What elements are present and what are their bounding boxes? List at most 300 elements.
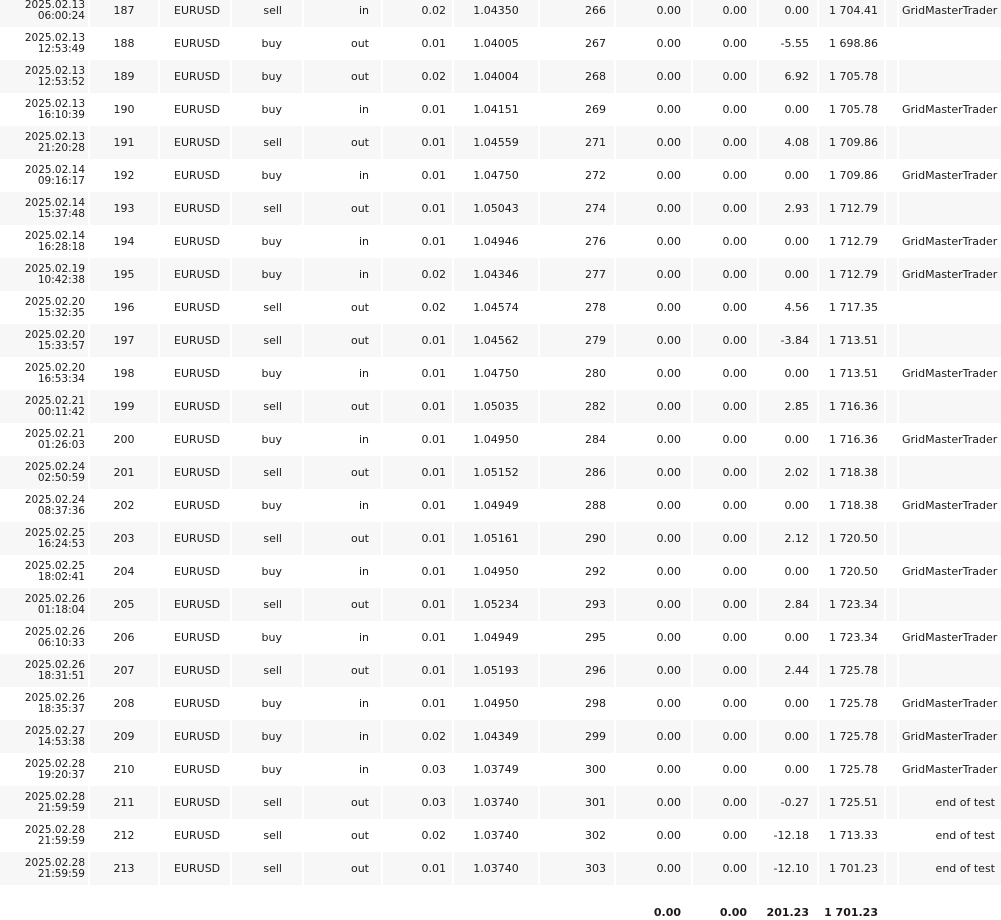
- deal-number: 188: [89, 27, 159, 60]
- deal-time: [0, 93, 89, 126]
- deal-order: 292: [539, 555, 615, 588]
- deal-direction: in: [303, 423, 382, 456]
- deal-commission: 0.00: [615, 522, 692, 555]
- deal-balance: 1 720.50: [818, 555, 885, 588]
- spacer-cell: [885, 324, 898, 357]
- deal-profit: 0.00: [758, 423, 818, 456]
- deal-type: sell: [231, 456, 303, 489]
- deal-symbol: EURUSD: [159, 192, 231, 225]
- deal-comment: GridMasterTrader: [898, 159, 1001, 192]
- spacer-cell: [885, 522, 898, 555]
- deal-number: 213: [89, 852, 159, 885]
- deal-commission: 0.00: [615, 621, 692, 654]
- deal-balance: 1 713.51: [818, 357, 885, 390]
- deal-swap: 0.00: [692, 852, 758, 885]
- deal-volume: 0.03: [382, 786, 453, 819]
- table-row: [0, 291, 1001, 324]
- spacer-cell: [885, 390, 898, 423]
- deal-comment: GridMasterTrader: [898, 720, 1001, 753]
- deal-price: 1.04949: [453, 621, 539, 654]
- deal-time: [0, 60, 89, 93]
- deal-direction: in: [303, 0, 382, 27]
- deal-order: 278: [539, 291, 615, 324]
- deal-type: sell: [231, 522, 303, 555]
- deal-balance: 1 716.36: [818, 423, 885, 456]
- deal-type: buy: [231, 555, 303, 588]
- deal-clock: 16:28:18: [37, 240, 85, 253]
- spacer-cell: [885, 687, 898, 720]
- deal-profit: 0.00: [758, 0, 818, 27]
- deal-direction: out: [303, 324, 382, 357]
- deal-number: 192: [89, 159, 159, 192]
- spacer-cell: [885, 0, 898, 27]
- spacer-cell: [885, 423, 898, 456]
- spacer-cell: [885, 753, 898, 786]
- table-row: [0, 687, 1001, 720]
- deal-clock: 18:02:41: [37, 570, 85, 583]
- deal-volume: 0.01: [382, 423, 453, 456]
- deal-order: 293: [539, 588, 615, 621]
- deal-volume: 0.01: [382, 159, 453, 192]
- deal-commission: 0.00: [615, 324, 692, 357]
- deal-direction: out: [303, 390, 382, 423]
- deal-direction: out: [303, 27, 382, 60]
- table-row: [0, 390, 1001, 423]
- deal-balance: 1 713.51: [818, 324, 885, 357]
- deal-symbol: EURUSD: [159, 423, 231, 456]
- table-row: [0, 258, 1001, 291]
- deal-symbol: EURUSD: [159, 93, 231, 126]
- deal-price: 1.04949: [453, 489, 539, 522]
- deal-order: 298: [539, 687, 615, 720]
- deal-clock: 15:37:48: [37, 207, 85, 220]
- deal-price: 1.04346: [453, 258, 539, 291]
- deal-comment: GridMasterTrader: [898, 258, 1001, 291]
- deal-price: 1.04750: [453, 159, 539, 192]
- deal-comment: [898, 456, 1001, 489]
- deal-time: [0, 27, 89, 60]
- deal-commission: 0.00: [615, 60, 692, 93]
- deal-volume: 0.01: [382, 27, 453, 60]
- table-row: [0, 852, 1001, 885]
- table-row: [0, 225, 1001, 258]
- deal-type: buy: [231, 93, 303, 126]
- deal-price: 1.04004: [453, 60, 539, 93]
- deal-volume: 0.01: [382, 852, 453, 885]
- deal-commission: 0.00: [615, 687, 692, 720]
- deal-time: [0, 489, 89, 522]
- deal-profit: -5.55: [758, 27, 818, 60]
- deal-comment: end of test: [898, 819, 1001, 852]
- deal-swap: 0.00: [692, 0, 758, 27]
- deal-profit: -3.84: [758, 324, 818, 357]
- deal-comment: [898, 27, 1001, 60]
- deal-type: buy: [231, 258, 303, 291]
- deal-balance: 1 725.78: [818, 753, 885, 786]
- table-row: [0, 93, 1001, 126]
- deal-type: buy: [231, 60, 303, 93]
- deal-balance: 1 709.86: [818, 126, 885, 159]
- deal-order: 284: [539, 423, 615, 456]
- deal-comment: [898, 522, 1001, 555]
- spacer-cell: [885, 555, 898, 588]
- table-row: [0, 588, 1001, 621]
- deal-commission: 0.00: [615, 258, 692, 291]
- deal-time: [0, 423, 89, 456]
- deal-time: [0, 126, 89, 159]
- deal-swap: 0.00: [692, 720, 758, 753]
- deal-commission: 0.00: [615, 588, 692, 621]
- deal-clock: 21:20:28: [37, 141, 85, 154]
- deal-number: 187: [89, 0, 159, 27]
- deal-clock: 12:53:49: [37, 42, 85, 55]
- deal-date: 2025.02.20: [24, 328, 85, 341]
- deal-balance: 1 705.78: [818, 93, 885, 126]
- deal-price: 1.05043: [453, 192, 539, 225]
- empty-cell: [382, 885, 453, 920]
- deal-date: 2025.02.26: [24, 658, 85, 671]
- table-row: [0, 489, 1001, 522]
- deal-price: 1.04151: [453, 93, 539, 126]
- deal-profit: -12.18: [758, 819, 818, 852]
- deal-date: 2025.02.28: [24, 790, 85, 803]
- deal-volume: 0.01: [382, 390, 453, 423]
- deal-profit: 0.00: [758, 687, 818, 720]
- deal-clock: 16:24:53: [37, 537, 85, 550]
- spacer-cell: [885, 786, 898, 819]
- deal-order: 266: [539, 0, 615, 27]
- deal-number: 203: [89, 522, 159, 555]
- deal-profit: 2.85: [758, 390, 818, 423]
- table-row: [0, 753, 1001, 786]
- deal-time: [0, 654, 89, 687]
- deal-number: 194: [89, 225, 159, 258]
- deal-direction: in: [303, 357, 382, 390]
- deal-swap: 0.00: [692, 654, 758, 687]
- deal-direction: in: [303, 159, 382, 192]
- deal-symbol: EURUSD: [159, 357, 231, 390]
- deal-balance: 1 713.33: [818, 819, 885, 852]
- deal-direction: out: [303, 852, 382, 885]
- deal-swap: 0.00: [692, 27, 758, 60]
- empty-cell: [231, 885, 303, 920]
- deal-swap: 0.00: [692, 753, 758, 786]
- deal-volume: 0.01: [382, 126, 453, 159]
- deal-type: buy: [231, 687, 303, 720]
- deal-profit: 0.00: [758, 753, 818, 786]
- deal-direction: in: [303, 93, 382, 126]
- deal-direction: out: [303, 192, 382, 225]
- deal-direction: in: [303, 555, 382, 588]
- deal-volume: 0.01: [382, 687, 453, 720]
- deal-direction: out: [303, 588, 382, 621]
- deal-time: [0, 819, 89, 852]
- deal-profit: 0.00: [758, 159, 818, 192]
- deal-price: 1.05193: [453, 654, 539, 687]
- deal-time: [0, 159, 89, 192]
- empty-cell: [159, 885, 231, 920]
- deal-time: [0, 456, 89, 489]
- deal-order: 280: [539, 357, 615, 390]
- deal-swap: 0.00: [692, 126, 758, 159]
- deal-comment: end of test: [898, 786, 1001, 819]
- deal-comment: [898, 192, 1001, 225]
- table-row: [0, 522, 1001, 555]
- deal-volume: 0.01: [382, 357, 453, 390]
- empty-cell: [303, 885, 382, 920]
- table-row: [0, 324, 1001, 357]
- deal-type: buy: [231, 621, 303, 654]
- deal-swap: 0.00: [692, 687, 758, 720]
- deal-order: 288: [539, 489, 615, 522]
- deal-swap: 0.00: [692, 390, 758, 423]
- deal-swap: 0.00: [692, 324, 758, 357]
- table-row: [0, 621, 1001, 654]
- deal-number: 196: [89, 291, 159, 324]
- deal-balance: 1 716.36: [818, 390, 885, 423]
- deal-number: 201: [89, 456, 159, 489]
- deal-price: 1.04574: [453, 291, 539, 324]
- spacer-cell: [885, 852, 898, 885]
- deal-price: 1.04750: [453, 357, 539, 390]
- deal-volume: 0.01: [382, 324, 453, 357]
- total-profit: 201.23: [758, 885, 818, 920]
- deal-commission: 0.00: [615, 423, 692, 456]
- deal-number: 199: [89, 390, 159, 423]
- deal-time: [0, 786, 89, 819]
- deal-commission: 0.00: [615, 786, 692, 819]
- deal-swap: 0.00: [692, 489, 758, 522]
- deal-symbol: EURUSD: [159, 786, 231, 819]
- deal-date: 2025.02.19: [24, 262, 85, 275]
- deal-commission: 0.00: [615, 753, 692, 786]
- deal-volume: 0.02: [382, 720, 453, 753]
- deal-type: sell: [231, 192, 303, 225]
- deal-profit: 0.00: [758, 555, 818, 588]
- deal-time: [0, 258, 89, 291]
- deal-comment: [898, 390, 1001, 423]
- deal-date: 2025.02.25: [24, 526, 85, 539]
- deal-order: 301: [539, 786, 615, 819]
- deal-balance: 1 723.34: [818, 588, 885, 621]
- deal-number: 206: [89, 621, 159, 654]
- deal-clock: 09:16:17: [37, 174, 85, 187]
- deal-swap: 0.00: [692, 786, 758, 819]
- deal-number: 212: [89, 819, 159, 852]
- deal-direction: out: [303, 456, 382, 489]
- deal-price: 1.03740: [453, 852, 539, 885]
- spacer-cell: [885, 720, 898, 753]
- deal-balance: 1 725.51: [818, 786, 885, 819]
- deal-balance: 1 723.34: [818, 621, 885, 654]
- spacer-cell: [885, 27, 898, 60]
- deal-order: 295: [539, 621, 615, 654]
- spacer-cell: [885, 225, 898, 258]
- deal-comment: GridMasterTrader: [898, 621, 1001, 654]
- deal-type: sell: [231, 0, 303, 27]
- deal-symbol: EURUSD: [159, 0, 231, 27]
- deal-comment: [898, 291, 1001, 324]
- deal-price: 1.04350: [453, 0, 539, 27]
- deal-volume: 0.02: [382, 60, 453, 93]
- deal-direction: in: [303, 753, 382, 786]
- deal-clock: 21:59:59: [37, 834, 85, 847]
- deal-balance: 1 705.78: [818, 60, 885, 93]
- table-row: [0, 456, 1001, 489]
- deal-type: sell: [231, 786, 303, 819]
- deal-symbol: EURUSD: [159, 753, 231, 786]
- deal-symbol: EURUSD: [159, 555, 231, 588]
- deal-time: [0, 522, 89, 555]
- deal-order: 268: [539, 60, 615, 93]
- deal-balance: 1 725.78: [818, 654, 885, 687]
- deal-swap: 0.00: [692, 225, 758, 258]
- deal-order: 286: [539, 456, 615, 489]
- deal-type: sell: [231, 819, 303, 852]
- spacer-cell: [885, 60, 898, 93]
- deal-type: sell: [231, 126, 303, 159]
- deal-type: sell: [231, 324, 303, 357]
- deal-time: [0, 687, 89, 720]
- deal-clock: 14:53:38: [37, 735, 85, 748]
- deal-balance: 1 725.78: [818, 687, 885, 720]
- deal-commission: 0.00: [615, 27, 692, 60]
- deal-direction: in: [303, 489, 382, 522]
- deal-date: 2025.02.26: [24, 592, 85, 605]
- deal-price: 1.04005: [453, 27, 539, 60]
- deal-number: 191: [89, 126, 159, 159]
- deal-symbol: EURUSD: [159, 852, 231, 885]
- deal-type: buy: [231, 753, 303, 786]
- deal-swap: 0.00: [692, 621, 758, 654]
- deal-order: 302: [539, 819, 615, 852]
- deal-profit: 0.00: [758, 93, 818, 126]
- deal-direction: out: [303, 126, 382, 159]
- deal-volume: 0.02: [382, 258, 453, 291]
- deal-order: 272: [539, 159, 615, 192]
- deal-clock: 02:50:59: [37, 471, 85, 484]
- deal-date: 2025.02.24: [24, 460, 85, 473]
- table-row: [0, 720, 1001, 753]
- deal-comment: end of test: [898, 852, 1001, 885]
- deal-comment: GridMasterTrader: [898, 555, 1001, 588]
- deal-number: 195: [89, 258, 159, 291]
- deal-volume: 0.02: [382, 0, 453, 27]
- deal-symbol: EURUSD: [159, 522, 231, 555]
- deal-type: buy: [231, 27, 303, 60]
- deal-balance: 1 712.79: [818, 192, 885, 225]
- deal-date: 2025.02.14: [24, 196, 85, 209]
- deal-symbol: EURUSD: [159, 225, 231, 258]
- deal-time: [0, 852, 89, 885]
- deal-balance: 1 720.50: [818, 522, 885, 555]
- deal-time: [0, 0, 89, 27]
- deal-date: 2025.02.13: [24, 31, 85, 44]
- deal-profit: -12.10: [758, 852, 818, 885]
- deal-balance: 1 725.78: [818, 720, 885, 753]
- deal-time: [0, 324, 89, 357]
- deal-commission: 0.00: [615, 225, 692, 258]
- deal-type: sell: [231, 654, 303, 687]
- deal-commission: 0.00: [615, 456, 692, 489]
- deal-profit: 2.12: [758, 522, 818, 555]
- deal-clock: 16:10:39: [37, 108, 85, 121]
- deal-profit: 0.00: [758, 357, 818, 390]
- deal-volume: 0.01: [382, 456, 453, 489]
- deal-comment: [898, 654, 1001, 687]
- deal-date: 2025.02.20: [24, 361, 85, 374]
- deal-symbol: EURUSD: [159, 621, 231, 654]
- total-commission: 0.00: [615, 885, 692, 920]
- deal-commission: 0.00: [615, 555, 692, 588]
- deal-comment: [898, 324, 1001, 357]
- deal-swap: 0.00: [692, 159, 758, 192]
- deal-price: 1.04562: [453, 324, 539, 357]
- deal-number: 210: [89, 753, 159, 786]
- deal-balance: 1 718.38: [818, 489, 885, 522]
- deal-symbol: EURUSD: [159, 291, 231, 324]
- deal-direction: in: [303, 720, 382, 753]
- total-balance: 1 701.23: [818, 885, 885, 920]
- deal-comment: [898, 588, 1001, 621]
- spacer-cell: [885, 126, 898, 159]
- deal-price: 1.05152: [453, 456, 539, 489]
- deal-time: [0, 192, 89, 225]
- deal-volume: 0.01: [382, 621, 453, 654]
- table-row: [0, 0, 1001, 27]
- deal-commission: 0.00: [615, 852, 692, 885]
- deal-date: 2025.02.26: [24, 625, 85, 638]
- deal-date: 2025.02.21: [24, 394, 85, 407]
- deal-price: 1.03749: [453, 753, 539, 786]
- deal-profit: 4.56: [758, 291, 818, 324]
- deal-comment: GridMasterTrader: [898, 687, 1001, 720]
- table-row: [0, 786, 1001, 819]
- deal-symbol: EURUSD: [159, 60, 231, 93]
- empty-cell: [453, 885, 539, 920]
- deal-commission: 0.00: [615, 0, 692, 27]
- deal-commission: 0.00: [615, 357, 692, 390]
- deal-order: 269: [539, 93, 615, 126]
- deal-price: 1.04950: [453, 687, 539, 720]
- deal-clock: 18:31:51: [37, 669, 85, 682]
- deal-price: 1.04946: [453, 225, 539, 258]
- deal-clock: 06:00:24: [37, 9, 85, 22]
- deal-order: 299: [539, 720, 615, 753]
- totals-row: [0, 885, 1001, 920]
- deal-swap: 0.00: [692, 588, 758, 621]
- table-row: [0, 555, 1001, 588]
- deal-swap: 0.00: [692, 192, 758, 225]
- deal-clock: 06:10:33: [37, 636, 85, 649]
- deal-symbol: EURUSD: [159, 390, 231, 423]
- deal-volume: 0.02: [382, 819, 453, 852]
- table-row: [0, 60, 1001, 93]
- deal-direction: out: [303, 522, 382, 555]
- deal-volume: 0.01: [382, 654, 453, 687]
- deal-balance: 1 718.38: [818, 456, 885, 489]
- deal-comment: GridMasterTrader: [898, 753, 1001, 786]
- deal-swap: 0.00: [692, 555, 758, 588]
- deal-direction: out: [303, 60, 382, 93]
- deal-symbol: EURUSD: [159, 27, 231, 60]
- table-row: [0, 159, 1001, 192]
- deal-number: 204: [89, 555, 159, 588]
- deal-profit: 0.00: [758, 258, 818, 291]
- deal-price: 1.04349: [453, 720, 539, 753]
- deal-order: 267: [539, 27, 615, 60]
- deal-balance: 1 712.79: [818, 258, 885, 291]
